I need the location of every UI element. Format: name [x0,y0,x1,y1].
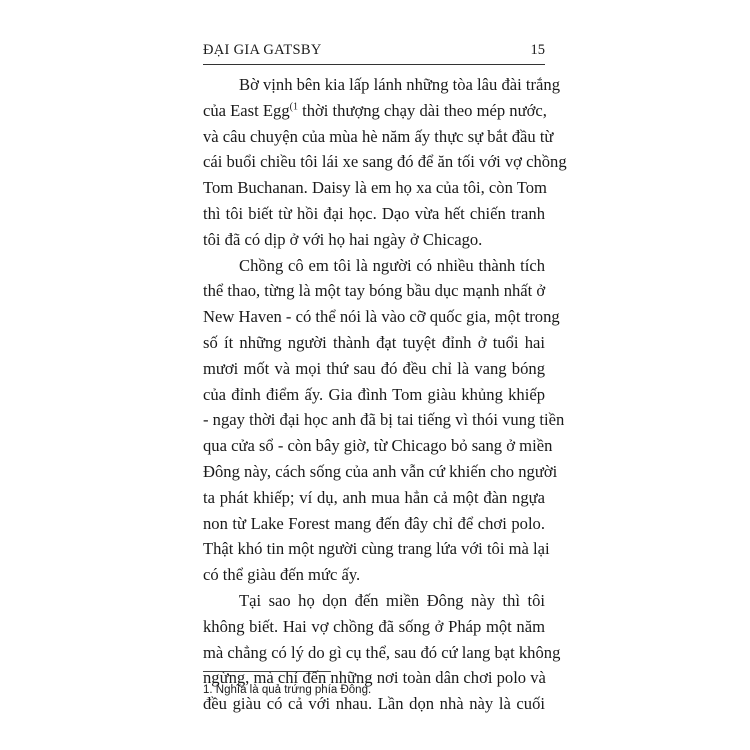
text-line: của đỉnh điểm ấy. Gia đình Tom giàu khủng khiếp [203,384,545,404]
text-line: Tom Buchanan. Daisy là em họ xa của tôi, còn Tom [203,178,547,198]
text-line: New Haven - có thể nói là vào cỡ quốc gia, một trong [203,307,560,327]
text-line: thì tôi biết từ hồi đại học. Dạo vừa hết chiến tranh [203,203,545,223]
text-line: qua cửa sổ - còn bây giờ, từ Chicago bỏ sang ở miền [203,436,553,456]
text-line: có thể giàu đến mức ấy. [203,565,361,585]
text-line: Thật khó tin một người cùng trang lứa với tôi mà lại [203,539,550,559]
text-line: đều giàu có cả với nhau. Lần dọn nhà này là cuối [203,694,545,714]
text-line: - ngay thời đại học anh đã bị tai tiếng vì thói vung tiền [203,410,565,430]
text-line: ta phát khiếp; ví dụ, anh mua hẳn cả một đàn ngựa [203,487,545,507]
text-line: ngừng, mà chỉ đến những nơi toàn dân chơi polo và [203,668,546,688]
header-rule [203,64,545,65]
text-fragment: thời thượng chạy dài theo mép nước, [297,100,547,120]
text-line: Chồng cô em tôi là người có nhiều thành tích [239,255,545,275]
footnote-marker: (1 [289,101,298,113]
book-title: ĐẠI GIA GATSBY [203,42,322,58]
text-fragment: của East Egg [203,100,290,120]
text-line: không biết. Hai vợ chồng đã sống ở Pháp một năm [203,616,545,636]
text-line: tôi đã có dịp ở với họ hai ngày ở Chicago. [203,229,483,249]
text-line: Bờ vịnh bên kia lấp lánh những tòa lâu đài trắng [239,75,560,94]
text-line: mà chẳng có lý do gì cụ thể, sau đó cứ lang bạt không [203,642,561,662]
body-text [203,72,567,717]
running-header [203,40,545,64]
text-line: Tại sao họ dọn đến miền Đông này thì tôi [239,590,545,610]
text-line: và câu chuyện của mùa hè năm ấy thực sự bắt đầu từ [203,126,554,146]
footnote-rule [203,671,331,672]
paragraph-2 [203,253,565,588]
footnote: 1. Nghĩa là quả trứng phía Đông. [203,684,372,696]
text-line: mươi mốt và mọi thứ sau đó đều chỉ là vang bóng [203,358,545,378]
text-line: số ít những người thành đạt tuyệt đỉnh ở tuổi hai [203,332,545,352]
text-line: cái buổi chiều tôi lái xe sang đó để ăn tối với vợ chồng [203,152,567,172]
paragraph-1 [203,72,567,253]
text-line: thể thao, từng là một tay bóng bầu dục mạnh nhất ở [203,281,546,301]
text-line: Đông này, cách sống của anh vẫn cứ khiến cho người [203,461,558,481]
text-line: non từ Lake Forest mang đến đây chỉ để chơi polo. [203,513,545,533]
page-number: 15 [530,42,545,58]
text-line-with-footnote [203,98,545,124]
